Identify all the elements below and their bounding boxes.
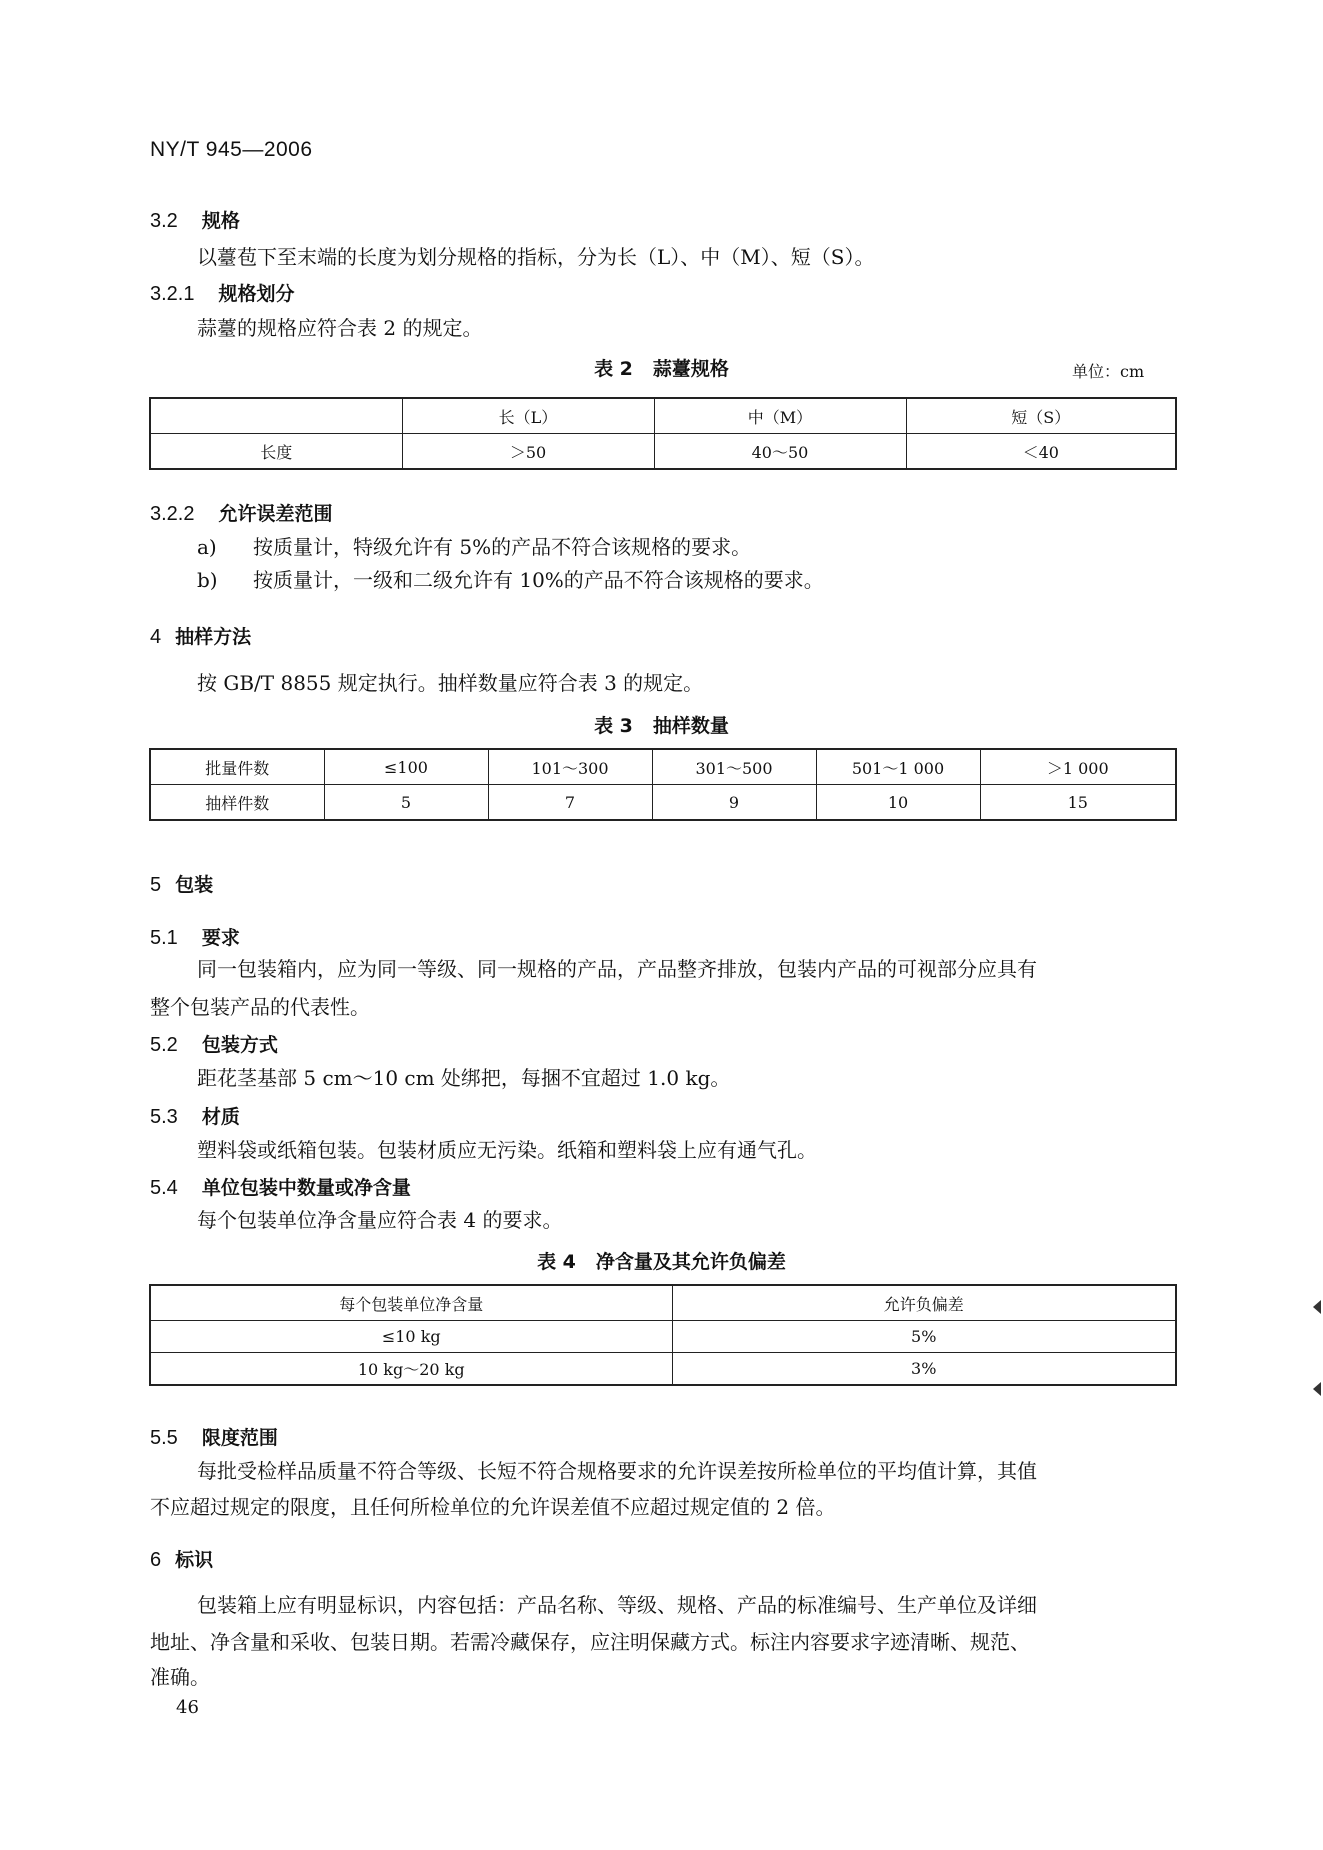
table-row <box>150 1353 1176 1386</box>
section-title: 标识 <box>175 1549 214 1571</box>
section-5-5-text-line: 不应超过规定的限度，且任何所检单位的允许误差值不应超过规定值的 2 倍。 <box>150 1495 836 1519</box>
section-3-2-1-heading <box>150 279 295 306</box>
section-3-2-2-heading <box>150 499 333 526</box>
section-6-text-line: 包装箱上应有明显标识，内容包括：产品名称、等级、规格、产品的标准编号、生产单位及详细 <box>197 1593 1037 1617</box>
section-5-1-text-line: 同一包装箱内，应为同一等级、同一规格的产品，产品整齐排放，包装内产品的可视部分应具有 <box>197 957 1037 981</box>
section-title: 抽样方法 <box>175 626 252 648</box>
table-header-cell: 短（S） <box>906 398 1176 434</box>
table-cell: 长度 <box>150 434 402 470</box>
section-4-heading <box>150 622 251 649</box>
section-5-2-text: 距花茎基部 5 cm～10 cm 处绑把，每捆不宜超过 1.0 kg。 <box>197 1066 731 1090</box>
table-cell: 15 <box>980 785 1176 821</box>
section-title: 允许误差范围 <box>218 503 333 525</box>
section-number: 5.4 <box>150 1177 178 1199</box>
section-5-3-heading <box>150 1102 240 1129</box>
table-4-caption <box>0 1247 1323 1274</box>
section-number: 5.5 <box>150 1427 178 1449</box>
list-item <box>197 561 824 599</box>
table-header-cell: 中（M） <box>654 398 906 434</box>
section-title: 限度范围 <box>201 1427 278 1449</box>
section-5-5-text-line: 每批受检样品质量不符合等级、长短不符合规格要求的允许误差按所检单位的平均值计算，其值 <box>197 1459 1037 1483</box>
table-cell: 301～500 <box>652 749 816 785</box>
table-row <box>150 749 1176 785</box>
table-cell: ≤100 <box>324 749 488 785</box>
section-title: 规格划分 <box>218 283 295 305</box>
table-header-row <box>150 1285 1176 1321</box>
table-4 <box>149 1284 1177 1386</box>
table-cell: ≤10 kg <box>150 1321 672 1353</box>
table-cell: 5% <box>672 1321 1176 1353</box>
section-title: 包装方式 <box>201 1034 278 1056</box>
section-number: 5.1 <box>150 927 178 949</box>
section-6-text-line: 准确。 <box>150 1665 210 1689</box>
section-6-heading <box>150 1545 213 1572</box>
table-header-row <box>150 398 1176 434</box>
table-header-cell: 每个包装单位净含量 <box>150 1285 672 1321</box>
section-5-4-text: 每个包装单位净含量应符合表 4 的要求。 <box>197 1208 563 1232</box>
table-2 <box>149 397 1177 470</box>
table-row <box>150 434 1176 470</box>
scan-edge-mark <box>1313 1300 1321 1314</box>
section-5-2-heading <box>150 1030 278 1057</box>
list-item-text: 按质量计，一级和二级允许有 10%的产品不符合该规格的要求。 <box>253 568 824 592</box>
table-cell: 5 <box>324 785 488 821</box>
table-cell: 40～50 <box>654 434 906 470</box>
caption-title: 蒜薹规格 <box>652 358 729 380</box>
section-number: 5.2 <box>150 1034 178 1056</box>
table-header-cell: 长（L） <box>402 398 654 434</box>
table-header-cell: 允许负偏差 <box>672 1285 1176 1321</box>
section-number: 5 <box>150 874 162 896</box>
section-number: 3.2.2 <box>150 503 195 525</box>
table-row <box>150 1321 1176 1353</box>
section-title: 材质 <box>201 1106 240 1128</box>
table-cell: 9 <box>652 785 816 821</box>
table-row <box>150 785 1176 821</box>
standard-code: NY/T 945—2006 <box>150 138 313 161</box>
table-cell: 501～1 000 <box>816 749 980 785</box>
section-5-heading <box>150 870 213 897</box>
table-3 <box>149 748 1177 821</box>
caption-number: 表 4 <box>537 1251 576 1273</box>
table-cell: 101～300 <box>488 749 652 785</box>
list-marker: b) <box>197 568 218 592</box>
list-item-text: 按质量计，特级允许有 5%的产品不符合该规格的要求。 <box>253 535 752 559</box>
table-cell: ＞1 000 <box>980 749 1176 785</box>
section-title: 规格 <box>201 210 240 232</box>
table-cell: 3% <box>672 1353 1176 1386</box>
section-number: 4 <box>150 626 162 648</box>
section-3-2-text: 以薹苞下至末端的长度为划分规格的指标，分为长（L）、中（M）、短（S）。 <box>197 245 875 269</box>
table-cell: ＞50 <box>402 434 654 470</box>
caption-number: 表 2 <box>594 358 633 380</box>
section-6-text-line: 地址、净含量和采收、包装日期。若需冷藏保存，应注明保藏方式。标注内容要求字迹清晰、规范、 <box>150 1630 1030 1654</box>
page-number: 46 <box>176 1697 199 1718</box>
section-5-3-text: 塑料袋或纸箱包装。包装材质应无污染。纸箱和塑料袋上应有通气孔。 <box>197 1138 817 1162</box>
section-3-2-heading <box>150 206 240 233</box>
scan-edge-mark <box>1313 1382 1321 1396</box>
table-cell: 10 <box>816 785 980 821</box>
section-number: 3.2 <box>150 210 178 232</box>
section-title: 要求 <box>201 927 240 949</box>
section-number: 3.2.1 <box>150 283 195 305</box>
section-number: 6 <box>150 1549 162 1571</box>
table-header-cell <box>150 398 402 434</box>
table-cell: 10 kg～20 kg <box>150 1353 672 1386</box>
section-title: 包装 <box>175 874 214 896</box>
section-title: 单位包装中数量或净含量 <box>201 1177 411 1199</box>
table-cell: 抽样件数 <box>150 785 324 821</box>
table-2-unit: 单位：cm <box>1072 362 1145 381</box>
section-3-2-1-text: 蒜薹的规格应符合表 2 的规定。 <box>197 316 483 340</box>
table-cell: ＜40 <box>906 434 1176 470</box>
table-cell: 7 <box>488 785 652 821</box>
section-5-1-text-line: 整个包装产品的代表性。 <box>150 995 370 1019</box>
list-marker: a) <box>197 535 217 559</box>
table-cell: 批量件数 <box>150 749 324 785</box>
caption-title: 净含量及其允许负偏差 <box>595 1251 786 1273</box>
caption-title: 抽样数量 <box>652 715 729 737</box>
section-4-text: 按 GB/T 8855 规定执行。抽样数量应符合表 3 的规定。 <box>197 671 704 695</box>
section-5-4-heading <box>150 1173 411 1200</box>
section-number: 5.3 <box>150 1106 178 1128</box>
table-3-caption <box>0 711 1323 738</box>
caption-number: 表 3 <box>594 715 633 737</box>
section-5-1-heading <box>150 923 240 950</box>
section-5-5-heading <box>150 1423 278 1450</box>
